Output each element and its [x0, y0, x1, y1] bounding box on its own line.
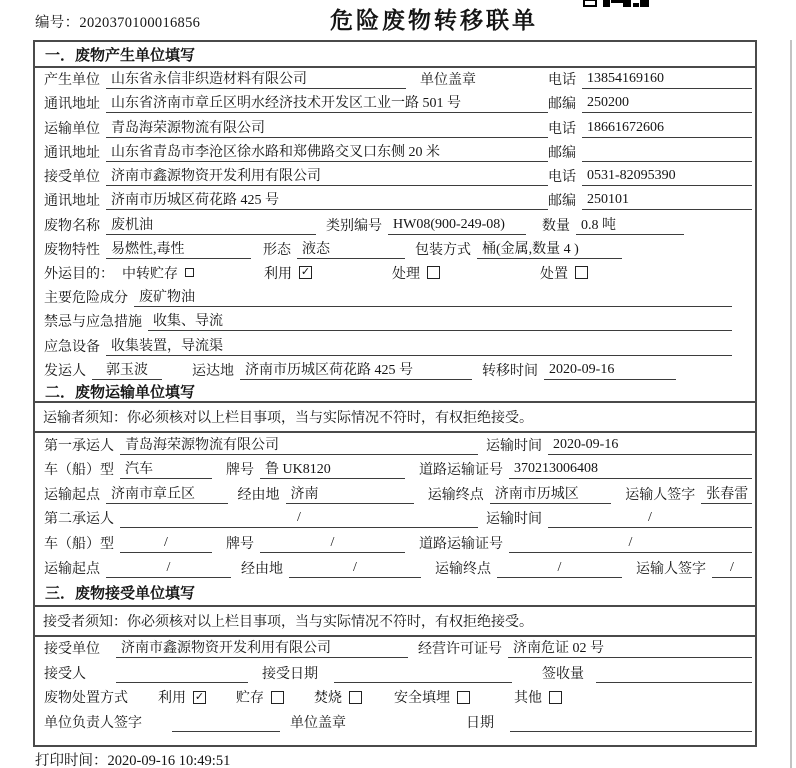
received-qty-label: 签收量 — [542, 666, 584, 682]
row-waste-name — [35, 213, 755, 237]
destination-value: 济南市历城区荷花路 425 号 — [240, 359, 472, 380]
hazard-label: 主要危险成分 — [44, 291, 128, 307]
route-via2-value: / — [289, 560, 421, 578]
transport-time2-value: / — [548, 510, 752, 528]
quantity-value: 0.8 吨 — [576, 214, 684, 235]
route-end-label: 运输终点 — [435, 561, 491, 577]
address-label: 通讯地址 — [44, 194, 100, 210]
row-producer-address — [35, 92, 755, 116]
transport-time-label: 运输时间 — [486, 512, 542, 528]
packing-label: 包装方式 — [415, 242, 471, 258]
route-start-label: 运输起点 — [44, 487, 100, 503]
receiver-label: 接受单位 — [44, 170, 100, 186]
section3-title: 三．废物接受单位填写 — [35, 581, 755, 607]
taboo-value: 收集、导流 — [148, 310, 732, 331]
vehicle-type-value: 汽车 — [120, 458, 212, 479]
address-label: 通讯地址 — [44, 97, 100, 113]
row-carrier1 — [35, 433, 755, 458]
carrier1-label: 第一承运人 — [44, 438, 114, 454]
transporter-address-value: 山东省青岛市李沧区徐水路和郑佛路交叉口东侧 20 米 — [106, 141, 548, 162]
carrier1-value: 青岛海荣源物流有限公司 — [120, 434, 478, 455]
route-via-value: 济南 — [286, 483, 414, 504]
hazard-value: 废矿物油 — [134, 286, 732, 307]
phone-label: 电话 — [548, 170, 576, 186]
business-license-value: 济南危证 02 号 — [508, 637, 752, 658]
receiver-address-value: 济南市历城区荷花路 425 号 — [106, 189, 548, 210]
plate2-value: / — [260, 535, 405, 553]
acceptor-label: 接受人 — [44, 666, 86, 682]
carrier-sign-label: 运输人签字 — [636, 561, 706, 577]
section1-body — [35, 68, 755, 383]
producer-zip-value: 250200 — [582, 95, 752, 113]
waste-name-value: 废机油 — [106, 214, 316, 235]
disposal-option-landfill: 安全填埋 — [394, 687, 470, 707]
print-time — [35, 749, 230, 768]
date-value — [510, 714, 752, 732]
row-producer — [35, 68, 755, 92]
accept-date-label: 接受日期 — [262, 666, 318, 682]
address-label: 通讯地址 — [44, 145, 100, 161]
road-license-label: 道路运输证号 — [419, 537, 503, 553]
route-via-label: 经由地 — [237, 487, 280, 503]
section2-title: 二．废物运输单位填写 — [35, 383, 755, 403]
document-number — [35, 11, 200, 32]
transporter-value: 青岛海荣源物流有限公司 — [106, 117, 548, 138]
quantity-label: 数量 — [542, 218, 570, 234]
transporter-phone-value: 18661672606 — [582, 120, 752, 138]
disposal-method-label: 废物处置方式 — [44, 691, 128, 707]
disposal-option-store: 贮存 — [236, 687, 284, 707]
vehicle-type-label: 车（船）型 — [44, 463, 114, 479]
disposal-landfill-checkbox — [457, 691, 470, 704]
responsible-sign-label: 单位负责人签字 — [44, 715, 142, 731]
responsible-sign-value — [172, 714, 280, 732]
phone-label: 电话 — [548, 121, 576, 137]
row-acceptor — [35, 661, 755, 686]
row-vehicle1 — [35, 458, 755, 483]
purpose-option-utilize: 利用 ✓ — [264, 266, 311, 282]
category-code-label: 类别编号 — [326, 218, 382, 234]
section1-title: 一．废物产生单位填写 — [35, 42, 755, 68]
waste-props-value: 易燃性,毒性 — [106, 238, 251, 259]
purpose-option-dispose: 处置 — [540, 263, 588, 283]
disposal-utilize-checkbox: ✓ — [194, 690, 205, 703]
page-title: 危险废物转移联单 — [330, 8, 538, 33]
route-via-label: 经由地 — [241, 561, 283, 577]
row-responsible-sign — [35, 710, 755, 735]
receiver-phone-value: 0531-82095390 — [582, 168, 752, 186]
print-time-value: 2020-09-16 10:49:51 — [107, 753, 231, 768]
transporter-label: 运输单位 — [44, 121, 100, 137]
category-code-value: HW08(900-249-08) — [388, 217, 526, 235]
purpose-label: 外运目的： — [44, 266, 114, 282]
zip-label: 邮编 — [548, 145, 576, 161]
route-start-label: 运输起点 — [44, 561, 100, 577]
purpose-option-treat: 处理 — [392, 263, 440, 283]
row-receiver — [35, 165, 755, 189]
dispose-checkbox — [575, 266, 588, 279]
row-accept-unit — [35, 637, 755, 662]
receiver-value: 济南市鑫源物资开发利用有限公司 — [106, 165, 548, 186]
row-route1 — [35, 482, 755, 507]
row-vehicle2 — [35, 531, 755, 556]
plate-value: 鲁 UK8120 — [260, 458, 405, 479]
route-end-value: 济南市历城区 — [490, 483, 612, 504]
row-transporter-address — [35, 141, 755, 165]
disposal-other-checkbox — [549, 691, 562, 704]
utilize-checkbox: ✓ — [300, 266, 311, 279]
producer-address-value: 山东省济南市章丘区明水经济技术开发区工业一路 501 号 — [106, 92, 548, 113]
carrier2-value: / — [120, 510, 478, 528]
section2-notice: 运输者须知：你必须核对以上栏目事项，当与实际情况不符时，有权拒绝接受。 — [35, 403, 755, 433]
packing-value: 桶(金属,数量 4 ) — [477, 238, 622, 259]
document-number-label: 编号： — [35, 15, 80, 31]
unit-stamp-label: 单位盖章 — [290, 715, 346, 731]
equipment-value: 收集装置，导流渠 — [106, 335, 732, 356]
carrier-sign2-value: / — [712, 560, 752, 578]
section3-body — [35, 637, 755, 735]
taboo-label: 禁忌与应急措施 — [44, 315, 142, 331]
row-transporter — [35, 116, 755, 140]
document-number-value: 2020370100016856 — [79, 15, 201, 31]
route-start2-value: / — [106, 560, 231, 578]
zip-label: 邮编 — [548, 97, 576, 113]
row-dispatch — [35, 359, 755, 383]
receiver-zip-value: 250101 — [582, 192, 752, 210]
unit-stamp-label: 单位盖章 — [420, 73, 476, 89]
vehicle-type2-value: / — [120, 535, 212, 553]
disposal-option-other: 其他 — [514, 687, 562, 707]
producer-phone-value: 13854169160 — [582, 71, 752, 89]
form-label: 形态 — [263, 242, 291, 258]
producer-value: 山东省永信非织造材料有限公司 — [106, 68, 406, 89]
zip-label: 邮编 — [548, 194, 576, 210]
carrier2-label: 第二承运人 — [44, 512, 114, 528]
equipment-label: 应急设备 — [44, 339, 100, 355]
acceptor-value — [116, 665, 248, 683]
plate-label: 牌号 — [226, 537, 254, 553]
accept-date-value — [334, 665, 512, 683]
transport-time-value: 2020-09-16 — [548, 437, 752, 455]
transfer-storage-checkbox — [185, 268, 194, 277]
received-qty-value — [596, 665, 752, 683]
transfer-time-label: 转移时间 — [482, 363, 538, 379]
section3-notice: 接受者须知：你必须核对以上栏目事项，当与实际情况不符时，有权拒绝接受。 — [35, 607, 755, 637]
disposal-option-utilize: 利用 ✓ — [158, 690, 205, 707]
transfer-time-value: 2020-09-16 — [544, 362, 676, 380]
row-receiver-address — [35, 189, 755, 213]
purpose-option-transfer-storage: 中转贮存 — [122, 263, 194, 283]
accept-unit-value: 济南市鑫源物资开发利用有限公司 — [116, 637, 408, 658]
row-route2 — [35, 556, 755, 581]
disposal-store-checkbox — [271, 691, 284, 704]
form-value: 液态 — [297, 238, 405, 259]
accept-unit-label: 接受单位 — [44, 642, 100, 658]
qr-code-fragment-icon — [583, 0, 649, 8]
row-carrier2 — [35, 507, 755, 532]
waste-name-label: 废物名称 — [44, 218, 100, 234]
destination-label: 运达地 — [192, 363, 234, 379]
waste-props-label: 废物特性 — [44, 242, 100, 258]
transport-time-label: 运输时间 — [486, 438, 542, 454]
plate-label: 牌号 — [226, 463, 254, 479]
row-hazard — [35, 286, 755, 310]
road-license-value: 370213006408 — [509, 461, 752, 479]
road-license2-value: / — [509, 535, 752, 553]
carrier-sign-label: 运输人签字 — [625, 487, 696, 503]
section2-body — [35, 433, 755, 581]
route-end-label: 运输终点 — [427, 487, 484, 503]
row-taboo — [35, 310, 755, 334]
dispatcher-label: 发运人 — [44, 363, 86, 379]
transporter-zip-value — [582, 144, 752, 162]
route-start-value: 济南市章丘区 — [106, 483, 228, 504]
date-label: 日期 — [466, 715, 494, 731]
route-end2-value: / — [497, 560, 622, 578]
treat-checkbox — [427, 266, 440, 279]
phone-label: 电话 — [548, 73, 576, 89]
row-purpose — [35, 262, 755, 286]
carrier-sign-value: 张春雷 — [701, 483, 752, 504]
producer-label: 产生单位 — [44, 73, 100, 89]
road-license-label: 道路运输证号 — [419, 463, 503, 479]
disposal-incinerate-checkbox — [349, 691, 362, 704]
row-waste-props — [35, 238, 755, 262]
manifest-form — [33, 40, 757, 747]
dispatcher-value: 郭玉波 — [92, 359, 162, 380]
row-equipment — [35, 334, 755, 358]
page-edge-line — [790, 40, 792, 768]
business-license-label: 经营许可证号 — [418, 642, 502, 658]
vehicle-type-label: 车（船）型 — [44, 537, 114, 553]
print-time-label: 打印时间： — [35, 753, 108, 768]
disposal-option-incinerate: 焚烧 — [314, 687, 362, 707]
row-disposal-method — [35, 686, 755, 711]
